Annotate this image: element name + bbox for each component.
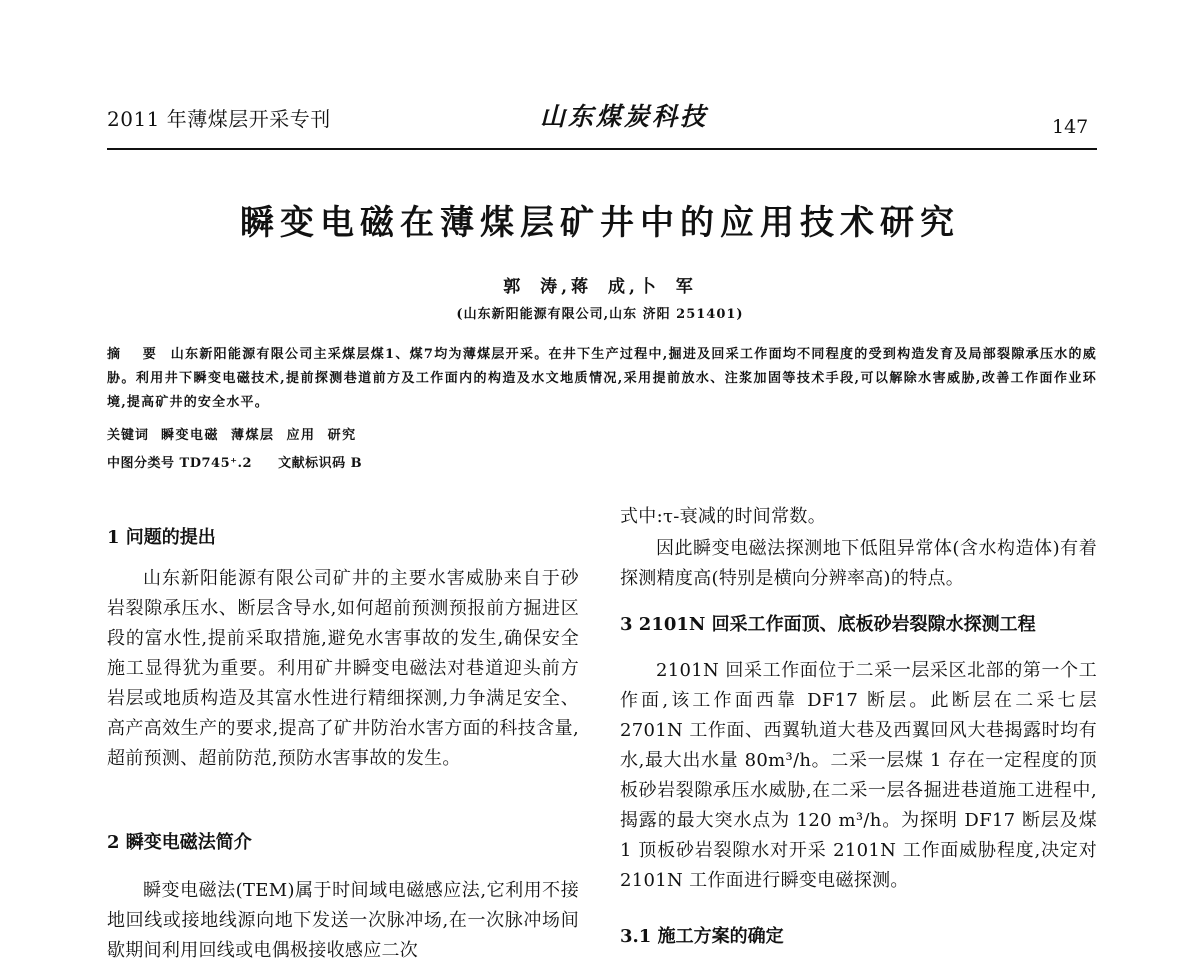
keyword: 瞬变电磁: [161, 428, 220, 443]
section-heading: 2 瞬变电磁法简介: [107, 832, 252, 853]
abstract-text: 山东新阳能源有限公司主采煤层煤1、煤7均为薄煤层开采。在井下生产过程中,掘进及回采工作面均不同程度的受到构造发育及局部裂隙承压水的威胁。利用井下瞬变电磁技术,提前探测巷道前方及工作面内的构造及水文地质情况,采用提前放水、注浆加固等技术手段,可以解除水害威胁,改善工作面作业环境,提高矿井的安全水平。: [107, 347, 1097, 410]
abstract-label: 摘 要: [107, 347, 165, 362]
section-heading: 1 问题的提出: [107, 527, 216, 548]
paragraph: 瞬变电磁法(TEM)属于时间域电磁感应法,它利用不接地回线或接地线源向地下发送一次脉冲场,在一次脉冲场间歇期间利用回线或电偶极接收感应二次: [107, 880, 579, 961]
classification-line: [107, 452, 362, 471]
header-rule: [107, 148, 1097, 150]
paragraph: 因此瞬变电磁法探测地下低阻异常体(含水构造体)有着探测精度高(特别是横向分辨率高)的特点。: [620, 538, 1097, 589]
keyword: 应用: [286, 428, 316, 443]
keyword: 研究: [327, 428, 357, 443]
clc-label: 中图分类号: [107, 456, 175, 471]
running-header-left: 2011 年薄煤层开采专刊: [107, 107, 331, 131]
paper-title: 瞬变电磁在薄煤层矿井中的应用技术研究: [240, 203, 960, 243]
doc-code-value: B: [350, 456, 363, 471]
affiliation: (山东新阳能源有限公司,山东 济阳 251401): [456, 307, 744, 322]
clc-value: TD745⁺.2: [179, 456, 253, 471]
formula-note: 式中:τ-衰减的时间常数。: [620, 506, 827, 527]
authors: 郭 涛,蒋 成,卜 军: [503, 277, 697, 297]
doc-code-label: 文献标识码: [278, 456, 346, 471]
section-heading: 3 2101N 回采工作面顶、底板砂岩裂隙水探测工程: [620, 614, 1036, 635]
page-number: 147: [1052, 116, 1089, 138]
abstract: [107, 343, 1097, 415]
subsection-heading: 3.1 施工方案的确定: [620, 926, 784, 947]
keyword: 薄煤层: [231, 428, 275, 443]
keywords-label: 关键词: [107, 428, 150, 443]
keywords: [107, 424, 357, 443]
journal-logo: 山东煤炭科技: [540, 102, 709, 131]
paragraph: 山东新阳能源有限公司矿井的主要水害威胁来自于砂岩裂隙承压水、断层含导水,如何超前预测预报前方掘进区段的富水性,提前采取措施,避免水害事故的发生,确保安全施工显得犹为重要。利用矿井瞬变电磁法对巷道迎头前方岩层或地质构造及其富水性进行精细探测,力争满足安全、高产高效生产的要求,提高了矿井防治水害方面的科技含量,超前预测、超前防范,预防水害事故的发生。: [107, 568, 579, 769]
paragraph: 2101N 回采工作面位于二采一层采区北部的第一个工作面,该工作面西靠 DF17 断层。此断层在二采七层 2701N 工作面、西翼轨道大巷及西翼回风大巷揭露时均有水,最大出水量 80m³/h。二采一层煤 1 存在一定程度的顶板砂岩裂隙承压水威胁,在二采一层各掘进巷道施工进程中,揭露的最大突水点为 120 m³/h。为探明 DF17 断层及煤 1 顶板砂岩裂隙水对开采 2101N 工作面威胁程度,决定对 2101N 工作面进行瞬变电磁探测。: [620, 660, 1097, 891]
